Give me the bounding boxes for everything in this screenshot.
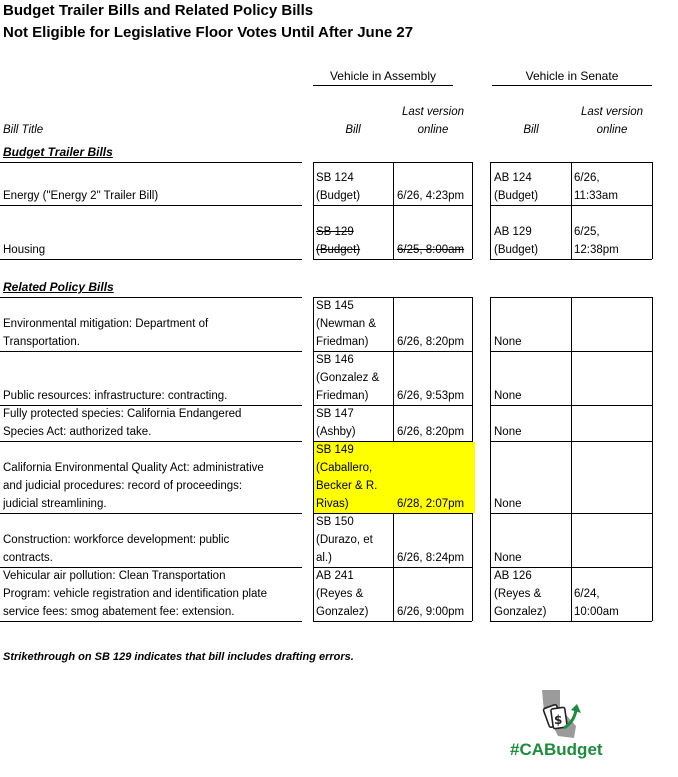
assembly-bill-text: Friedman) [316,336,369,348]
bill-title-text: Species Act: authorized take. [3,426,152,438]
assembly-bill-text: (Budget) [316,244,361,256]
policy-vline-4 [571,297,572,621]
budget-row-1-line-title-end [0,259,302,260]
senate-bill-text: Gonzalez) [494,606,547,618]
assembly-bill-text: Gonzalez) [316,606,369,618]
policy-row-1-senate-version [574,352,652,405]
policy-row-5-line-asm-end [313,621,472,622]
assembly-bill-text: (Caballero, [316,462,373,474]
bill-title-text: Program: vehicle registration and identification plate [3,588,268,600]
senate-version-text: 11:33am [574,190,618,202]
col-header-bill-title: Bill Title [3,124,44,136]
budget-vline-5 [652,162,653,259]
assembly-bill-text: SB 150 [316,516,354,528]
assembly-version-text: 6/26, 8:24pm [397,552,465,564]
senate-version-text [574,495,652,513]
bill-title-text: Public resources: infrastructure: contracting. [3,390,228,402]
policy-row-2-bill-title [3,406,300,441]
policy-row-0-assembly-bill [316,298,394,351]
budget-row-1-assembly-bill [316,206,394,259]
policy-row-2-assembly-version [397,406,472,441]
senate-version-text: 6/25, [574,226,600,238]
bill-title-text: California Environmental Quality Act: administrative [3,462,264,474]
policy-vline-5 [652,297,653,621]
col-header-assembly-bill: Bill [345,124,361,136]
budget-row-1-senate-bill [494,206,571,259]
section-header-policy: Related Policy Bills [3,280,114,294]
assembly-version-text: 6/25, 8:00am [397,244,465,256]
policy-row-0-assembly-version [397,298,472,351]
bill-title-text: Vehicular air pollution: Clean Transportation [3,570,226,582]
budget-vline-2 [472,162,473,259]
policy-row-3-senate-bill [494,442,571,513]
assembly-bill-text: al.) [316,552,332,564]
bill-title-text: Fully protected species: California Endangered [3,408,242,420]
senate-bill-text: AB 126 [494,570,532,582]
svg-text:$: $ [554,713,563,727]
bill-title-text: contracts. [3,552,53,564]
policy-vline-3 [490,297,491,621]
policy-row-4-assembly-version [397,514,472,567]
assembly-bill-text: SB 129 [316,226,354,238]
bill-title-text: Environmental mitigation: Department of [3,318,209,330]
assembly-bill-text: SB 124 [316,172,354,184]
footnote: Strikethrough on SB 129 indicates that bill includes drafting errors. [3,651,354,663]
senate-version-text: 6/24, [574,588,600,600]
group-header-assembly: Vehicle in Assembly [313,67,453,86]
assembly-version-text: 6/26, 9:00pm [397,606,465,618]
bill-title-text: judicial streamlining. [3,498,107,510]
budget-vline-4 [571,162,572,259]
policy-row-1-assembly-bill [316,352,394,405]
title-line-2: Not Eligible for Legislative Floor Votes Until After June 27 [3,24,414,41]
budget-vline-3 [490,162,491,259]
policy-row-1-assembly-version [397,352,472,405]
bill-title-text: Housing [3,244,46,256]
policy-row-5-line-sen-end [490,621,652,622]
policy-row-4-senate-bill [494,514,571,567]
assembly-bill-text: (Durazo, et [316,534,373,546]
policy-row-5-senate-bill [494,568,571,621]
senate-version-text [574,387,652,405]
title-line-1: Budget Trailer Bills and Related Policy Bills [3,2,314,19]
bill-title-text: Energy ("Energy 2" Trailer Bill) [3,190,159,202]
policy-row-2-assembly-bill [316,406,394,441]
group-header-senate: Vehicle in Senate [492,67,652,86]
bill-title-text: service fees: smog abatement fee: extension. [3,606,235,618]
policy-row-4-assembly-bill [316,514,394,567]
col-header-assembly-version-2: online [417,124,449,136]
bill-title-text: Construction: workforce development: public [3,534,230,546]
senate-version-text: 6/26, [574,172,600,184]
assembly-bill-text: Rivas) [316,498,349,510]
col-header-assembly-version-1: Last version [401,106,464,118]
policy-row-5-senate-version [574,568,652,621]
assembly-bill-text: SB 149 [316,444,354,456]
senate-version-text [574,549,652,567]
assembly-bill-text: Becker & R. [316,480,378,492]
senate-bill-text: None [494,498,522,510]
policy-row-5-bill-title [3,568,300,621]
budget-row-1-bill-title [3,206,300,259]
senate-version-text: 10:00am [574,606,619,618]
policy-row-2-senate-bill [494,406,571,441]
assembly-version-text: 6/26, 9:53pm [397,390,465,402]
senate-bill-text: None [494,390,522,402]
policy-row-4-bill-title [3,514,300,567]
assembly-version-text: 6/28, 2:07pm [397,498,465,510]
assembly-bill-text: SB 145 [316,300,354,312]
senate-version-text [574,423,652,441]
policy-row-5-assembly-version [397,568,472,621]
senate-bill-text: None [494,552,522,564]
col-header-senate-bill: Bill [523,124,539,136]
budget-row-0-senate-version [574,163,652,205]
assembly-bill-text: (Budget) [316,190,361,202]
budget-row-1-assembly-version [397,206,472,259]
budget-vline-0 [313,162,314,259]
policy-row-1-senate-bill [494,352,571,405]
budget-row-0-assembly-version [397,163,472,205]
assembly-version-text: 6/26, 8:20pm [397,336,465,348]
senate-bill-text: None [494,336,522,348]
senate-bill-text: (Budget) [494,190,539,202]
assembly-bill-text: AB 241 [316,570,354,582]
policy-row-3-assembly-version [394,442,475,513]
assembly-bill-text: (Newman & [316,318,377,330]
assembly-bill-text: Friedman) [316,390,369,402]
logo-hashtag: #CABudget [510,740,603,759]
policy-row-2-senate-version [574,406,652,441]
assembly-bill-text: (Ashby) [316,426,356,438]
assembly-version-text: 6/26, 8:20pm [397,426,465,438]
bill-title-text: and judicial procedures: record of proceedings: [3,480,243,492]
senate-bill-text: None [494,426,522,438]
budget-row-0-senate-bill [494,163,571,205]
budget-row-1-line-asm-end [313,259,472,260]
policy-row-1-bill-title [3,352,300,405]
assembly-bill-text: (Reyes & [316,588,364,600]
senate-bill-text: (Budget) [494,244,539,256]
policy-row-4-senate-version [574,514,652,567]
budget-row-0-bill-title [3,163,300,205]
assembly-bill-text: SB 146 [316,354,354,366]
policy-row-0-bill-title [3,298,300,351]
assembly-bill-text: SB 147 [316,408,354,420]
senate-version-text [574,333,652,351]
col-header-senate-version-1: Last version [580,106,643,118]
bill-title-text: Transportation. [3,336,80,348]
budget-row-0-assembly-bill [316,163,394,205]
policy-row-5-line-title-end [0,621,302,622]
col-header-senate-version-2: online [596,124,628,136]
policy-row-0-senate-version [574,298,652,351]
senate-version-text: 12:38pm [574,244,619,256]
policy-row-0-senate-bill [494,298,571,351]
policy-row-3-senate-version [574,442,652,513]
budget-row-1-senate-version [574,206,652,259]
policy-row-5-assembly-bill [316,568,394,621]
california-state-icon [536,688,586,740]
assembly-bill-text: (Gonzalez & [316,372,380,384]
policy-row-3-bill-title [3,442,300,513]
policy-row-3-assembly-bill [314,442,395,513]
assembly-version-text: 6/26, 4:23pm [397,190,465,202]
senate-bill-text: AB 129 [494,226,532,238]
senate-bill-text: (Reyes & [494,588,542,600]
section-header-budget: Budget Trailer Bills [3,145,113,159]
budget-row-1-line-sen-end [490,259,652,260]
senate-bill-text: AB 124 [494,172,532,184]
